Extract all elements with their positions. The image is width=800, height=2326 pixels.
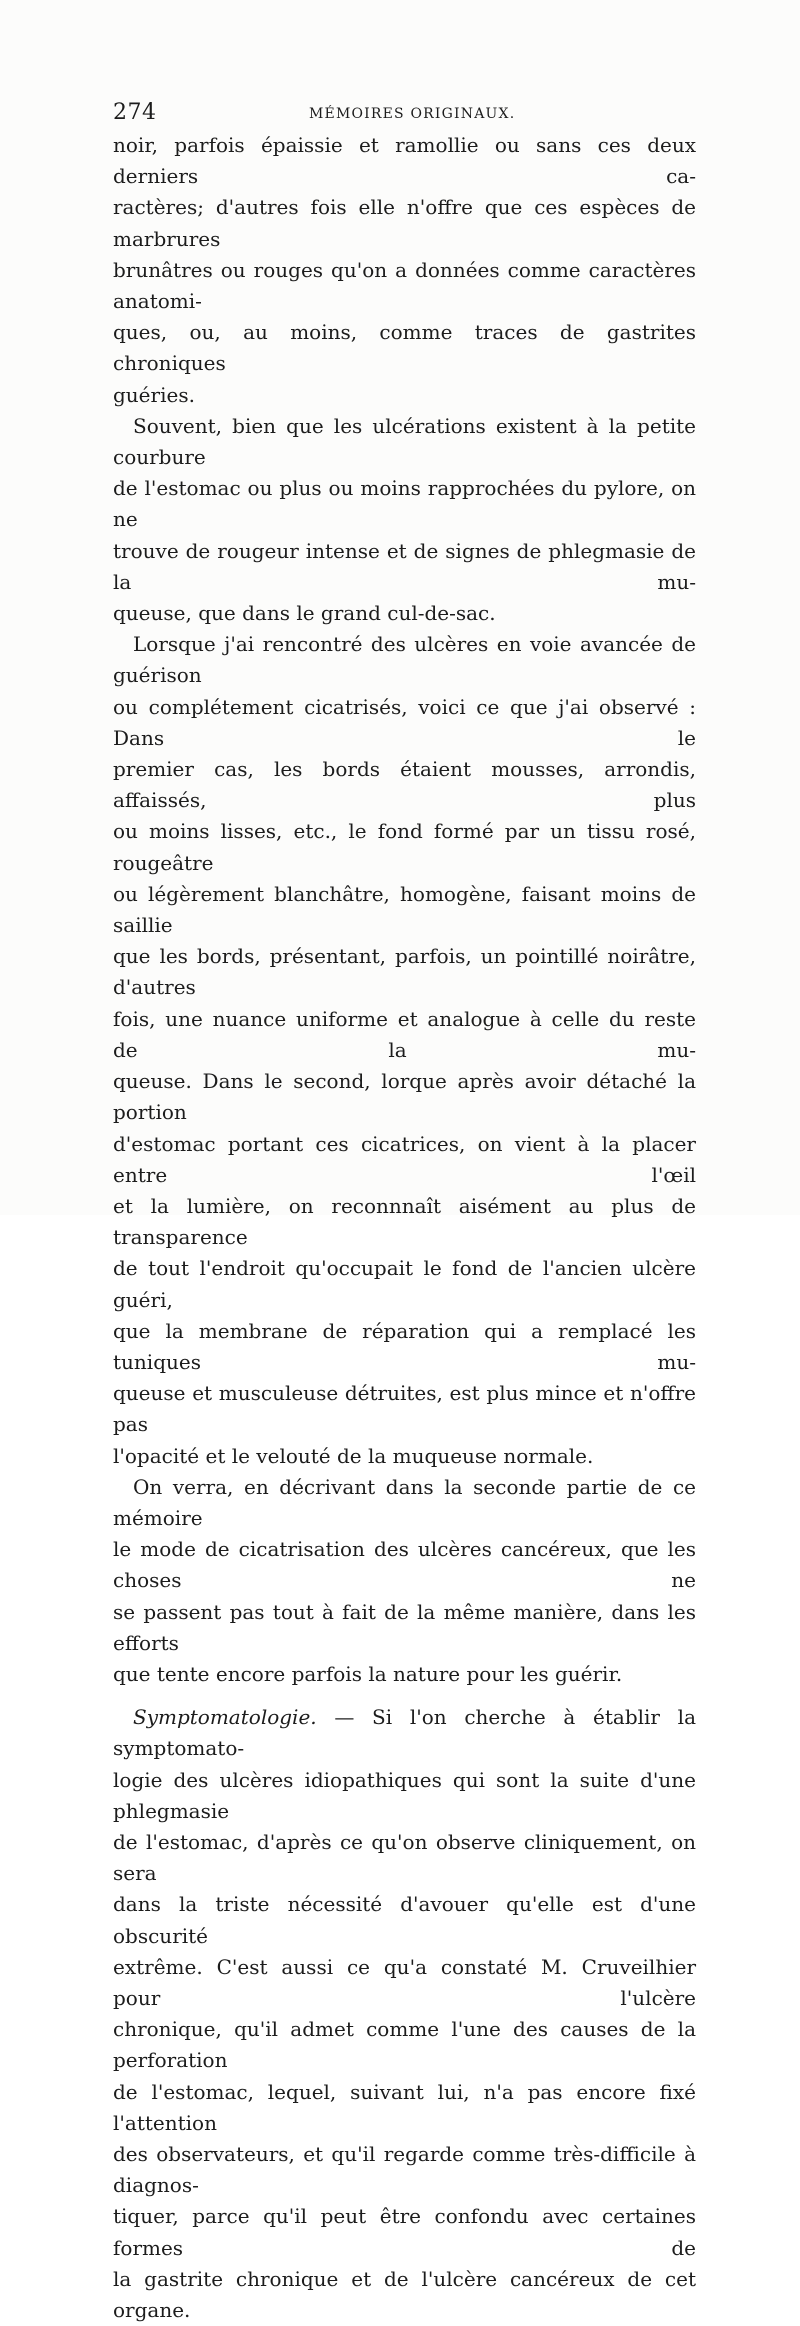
paragraph-5-line-1 xyxy=(113,1702,696,1764)
paragraph-4-line-1 xyxy=(113,1472,696,1534)
paragraph-3-line-7: fois, une nuance uniforme et analogue à celle du reste de la mu- xyxy=(113,1006,696,1062)
page-number: 274 xyxy=(113,100,157,125)
paragraph-4-line-3: se passent pas tout à fait de la même manière, dans les efforts xyxy=(113,1599,696,1655)
section-spacer xyxy=(113,1690,696,1702)
paragraph-3-line-1-text: Lorsque j'ai rencontré des ulcères en voie avancée de guérison xyxy=(113,632,696,688)
paragraph-3-line-8: queuse. Dans le second, lorque après avoir détaché la portion xyxy=(113,1069,696,1125)
paragraph-3-line-12: que la membrane de réparation qui a remplacé les tuniques mu- xyxy=(113,1318,696,1374)
paragraph-1-line-1: noir, parfois épaissie et ramollie ou sans ces deux derniers ca- xyxy=(113,133,696,189)
paragraph-3-line-11: de tout l'endroit qu'occupait le fond de l'ancien ulcère guéri, xyxy=(113,1256,696,1312)
paragraph-3-line-5: ou légèrement blanchâtre, homogène, faisant moins de saillie xyxy=(113,881,696,938)
paragraph-3-line-13: queuse et musculeuse détruites, est plus mince et n'offre pas xyxy=(113,1381,696,1437)
paragraph-5-line-6: chronique, qu'il admet comme l'une des causes de la perforation xyxy=(113,2017,696,2073)
paragraph-5-line-9: tiquer, parce qu'il peut être confondu avec certaines formes de xyxy=(113,2204,696,2260)
paragraph-5-line-4: dans la triste nécessité d'avouer qu'elle est d'une obscurité xyxy=(113,1892,696,1948)
paragraph-3-line-1 xyxy=(113,629,696,691)
body-text xyxy=(113,130,696,2326)
paragraph-5-line-8: des observateurs, et qu'il regarde comme très-difficile à diagnos- xyxy=(113,2142,696,2198)
paragraph-4-line-1-text: On verra, en décrivant dans la seconde partie de ce mémoire xyxy=(113,1474,696,1530)
paragraph-5-line-1-text: — Si l'on cherche à établir la symptomato- xyxy=(113,1705,696,1761)
paragraph-5-line-2: logie des ulcères idiopathiques qui sont la suite d'une phlegmasie xyxy=(113,1767,696,1823)
section-label: Symptomatologie. xyxy=(133,1705,317,1730)
paragraph-5-line-3: de l'estomac, d'après ce qu'on observe cliniquement, on sera xyxy=(113,1829,696,1886)
paragraph-1-line-4: ques, ou, au moins, comme traces de gastrites chroniques xyxy=(113,320,696,376)
paragraph-3-line-2: ou complétement cicatrisés, voici ce que j'ai observé : Dans le xyxy=(113,694,696,750)
paragraph-2-line-3: trouve de rougeur intense et de signes de phlegmasie de la mu- xyxy=(113,538,696,594)
paragraph-3-line-6: que les bords, présentant, parfois, un pointillé noirâtre, d'autres xyxy=(113,944,696,1000)
paragraph-1-line-5: guéries. xyxy=(113,382,195,407)
paragraph-5-line-5: extrême. C'est aussi ce qu'a constaté M. Cruveilhier pour l'ulcère xyxy=(113,1954,696,2010)
paragraph-3-line-10: et la lumière, on reconnnaît aisément au plus de transparence xyxy=(113,1193,696,1250)
paragraph-1-line-3: brunâtres ou rouges qu'on a données comme caractères anatomi- xyxy=(113,257,696,314)
paragraph-2-line-2: de l'estomac ou plus ou moins rapprochées du pylore, on ne xyxy=(113,476,696,532)
paragraph-4-line-2: le mode de cicatrisation des ulcères cancéreux, que les choses ne xyxy=(113,1537,696,1593)
paragraph-3-line-14: l'opacité et le velouté de la muqueuse normale. xyxy=(113,1443,594,1468)
paragraph-5-line-10: la gastrite chronique et de l'ulcère cancéreux de cet organe. xyxy=(113,2266,696,2323)
paragraph-2-line-4: queuse, que dans le grand cul-de-sac. xyxy=(113,601,496,626)
paragraph-3-line-3: premier cas, les bords étaient mousses, arrondis, affaissés, plus xyxy=(113,757,696,813)
paragraph-2-line-1-text: Souvent, bien que les ulcérations existent à la petite courbure xyxy=(113,413,696,470)
paragraph-2-line-1 xyxy=(113,411,696,473)
paragraph-4-line-4: que tente encore parfois la nature pour les guérir. xyxy=(113,1661,623,1686)
paragraph-5-line-7: de l'estomac, lequel, suivant lui, n'a pas encore fixé l'attention xyxy=(113,2079,696,2135)
running-head xyxy=(113,100,698,130)
running-title: MÉMOIRES ORIGINAUX. xyxy=(309,106,516,122)
paragraph-3-line-9: d'estomac portant ces cicatrices, on vient à la placer entre l'œil xyxy=(113,1131,696,1187)
paragraph-1-line-2: ractères; d'autres fois elle n'offre que ces espèces de marbrures xyxy=(113,195,696,251)
paragraph-3-line-4: ou moins lisses, etc., le fond formé par un tissu rosé, rougeâtre xyxy=(113,819,696,875)
